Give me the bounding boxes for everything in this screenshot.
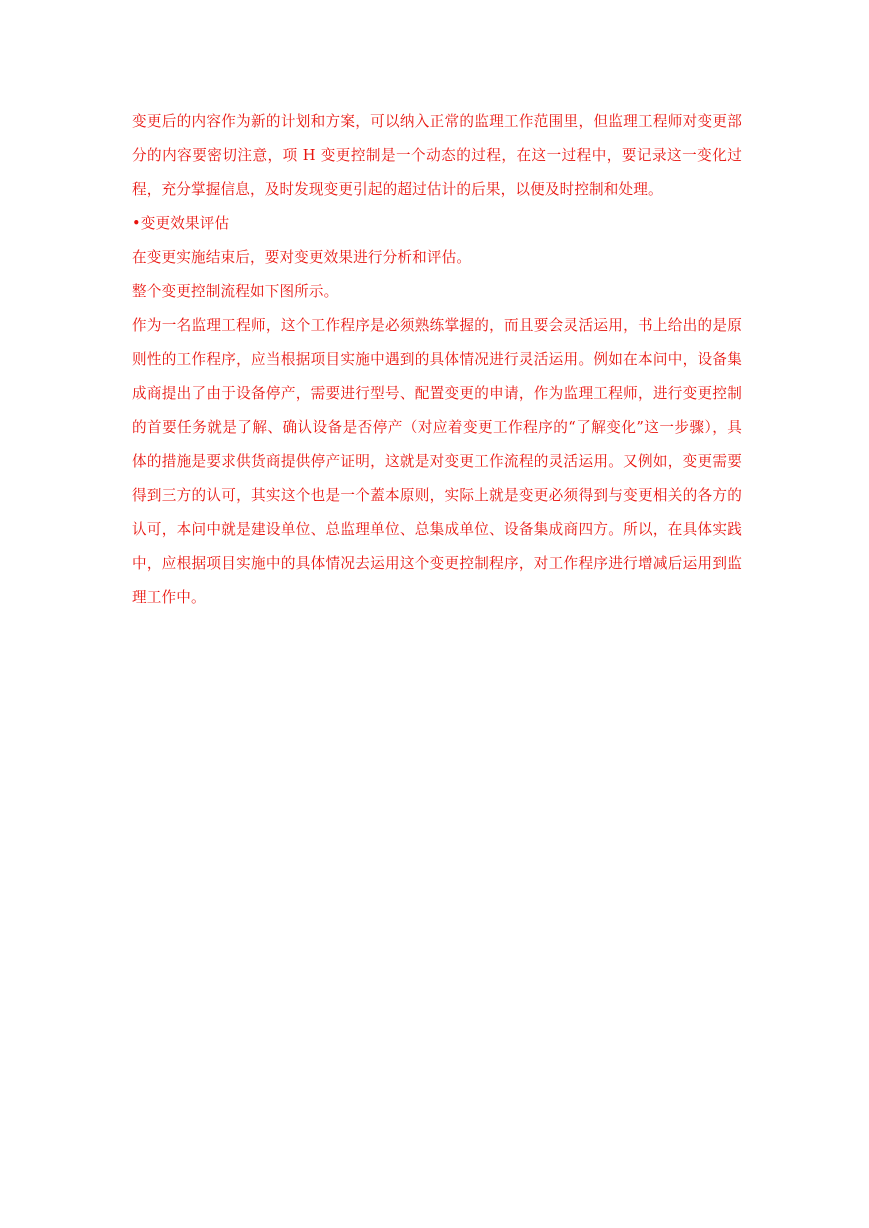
paragraph-change-content: 变更后的内容作为新的计划和方案，可以纳入正常的监理工作范围里，但监理工程师对变更部分的内容要密切注意，项 H 变更控制是一个动态的过程，在这一过程中，要记录这一变化过程，充分掌握信息，及时发现变更引起的超过估计的后果，以便及时控制和处理。 xyxy=(132,113,742,198)
document-body xyxy=(132,105,742,615)
paragraph-supervisor-practice: 作为一名监理工程师，这个工作程序是必须熟练掌握的，而且要会灵活运用，书上给出的是原则性的工作程序，应当根据项目实施中遇到的具体情况进行灵活运用。例如在本问中，设备集成商提出了由于设备停产，需要进行型号、配置变更的申请，作为监理工程师，进行变更控制的首要任务就是了解、确认设备是否停产（对应着变更工作程序的“了解变化”这一步骤），具体的措施是要求供货商提供停产证明，这就是对变更工作流程的灵活运用。又例如，变更需要得到三方的认可，其实这个也是一个蓋本原则，实际上就是变更必须得到与变更相关的各方的认可，本问中就是建设单位、总监理单位、总集成单位、设备集成商四方。所以，在具体实践中，应根据项目实施中的具体情况去运用这个变更控制程序，对工作程序进行增减后运用到监理工作中。 xyxy=(132,317,742,606)
section-heading-change-evaluation: •变更效果评估 xyxy=(132,215,230,232)
paragraph-evaluation: 在变更实施结束后，要对变更效果进行分析和评估。 xyxy=(132,249,472,266)
paragraph-flow-reference: 整个变更控制流程如下图所示。 xyxy=(132,283,339,300)
